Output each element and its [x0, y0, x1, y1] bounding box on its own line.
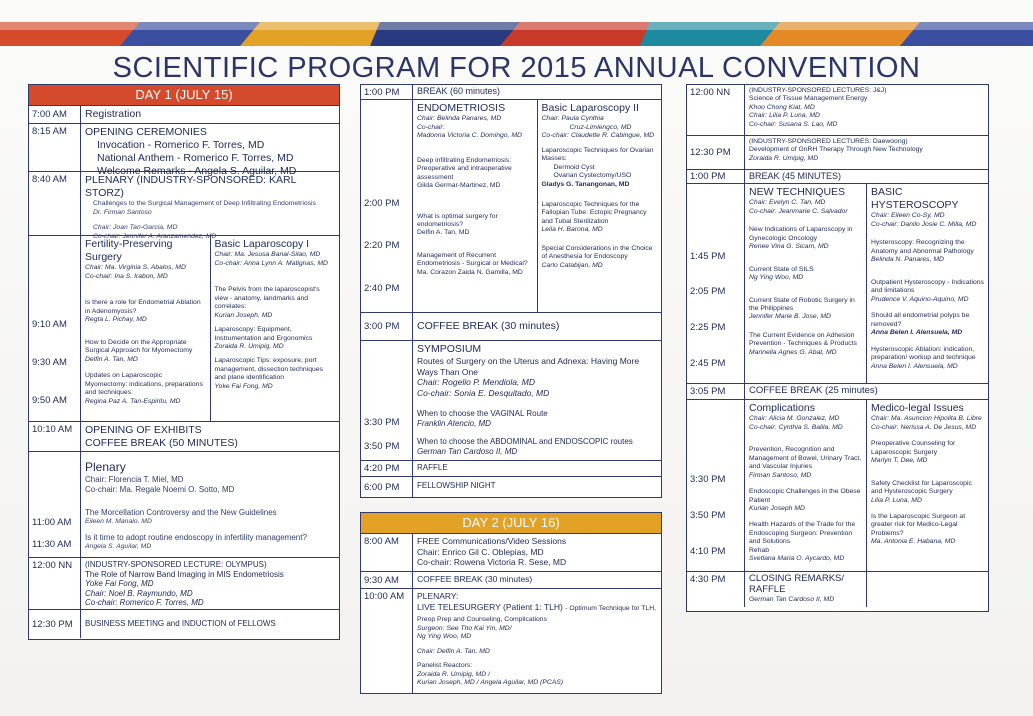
schedule-row — [29, 171, 339, 240]
schedule-row — [361, 588, 661, 693]
empty-cell — [866, 572, 988, 607]
schedule-row — [361, 85, 661, 99]
new-techniques-track — [745, 184, 866, 383]
basic-hysteroscopy-track — [866, 184, 988, 383]
chair: Chair: Rogelio P. Mendiola, MD — [417, 377, 535, 388]
chair: Chair: Enrico Gil C. Oblepias, MD — [417, 546, 544, 557]
cochair: Co-chair: Susana S. Lao, MD — [749, 120, 838, 128]
speaker: Dr. Firman Santoso — [93, 209, 152, 217]
talk-title: Laparoscopic Tips: exposure, port management, dissection techniques and plane identification — [214, 357, 323, 382]
track-title: NEW TECHNIQUES — [749, 186, 846, 198]
session-line: Invocation - Romerico F. Torres, MD — [97, 139, 265, 152]
fertility-preserving-track — [81, 236, 210, 421]
talk-title: The Morcellation Controversy and the New Guidelines — [85, 507, 277, 517]
daewoong-lecture — [745, 136, 988, 169]
talk-title: Current State of Robotic Surgery in the Philippines — [749, 296, 855, 312]
schedule-row — [29, 609, 339, 638]
schedule-row — [29, 421, 339, 451]
session-title: PLENARY (INDUSTRY-SPONSORED: KARL STORZ) — [85, 174, 297, 200]
time-label: 3:30 PM — [690, 473, 726, 485]
schedule-row — [361, 476, 661, 497]
time-label: 1:00 PM — [361, 85, 413, 99]
talk-title: Should all endometrial polyps be removed? — [871, 312, 970, 328]
schedule-row — [687, 85, 988, 135]
basic-laparoscopy-2-track — [537, 100, 662, 312]
talk-speaker: Regta L. Pichay, MD — [85, 316, 147, 324]
talk-speaker: Anna Belen I. Alensuela, MD — [871, 362, 958, 370]
plenary-block — [29, 451, 339, 557]
raffle-item: RAFFLE — [417, 463, 448, 472]
talk-title: Is it time to adopt routine endoscopy in infertility management? — [85, 533, 307, 542]
talk-speaker: Lilia P. Luna, MD — [871, 496, 922, 504]
chair: Chair: Belinda Panares, MD — [417, 115, 502, 123]
chair: Cruz-Limlengco, MD — [569, 123, 632, 131]
track-title: Fertility-Preserving Surgery — [85, 238, 173, 264]
day2-header: DAY 2 (JULY 16) — [361, 513, 661, 533]
time-label: 11:00 AM — [32, 517, 72, 529]
surgeon: Ng Ying Woo, MD — [417, 633, 472, 641]
track-title: Basic Laparoscopy II — [541, 102, 639, 114]
break-item: BREAK (45 MINUTES) — [749, 171, 842, 181]
panelist: Kurian Joseph, MD / Angela Aguilar, MD (PCAS) — [417, 679, 564, 687]
time-label: 1:45 PM — [690, 250, 726, 262]
time-label: 10:00 AM — [361, 589, 413, 693]
track-title: BASIC HYSTEROSCOPY — [871, 186, 959, 212]
time-label: 12:00 NN — [29, 558, 81, 609]
endometriosis-track — [413, 100, 537, 312]
talk-speaker: Yoke Fai Fong, MD — [214, 382, 273, 390]
cochair: Co-chair: Danilo Josie C. Milla, MD — [871, 220, 977, 228]
talk-subtopic: Ovarian Cystectomy/USO — [553, 172, 632, 180]
speaker: Yoke Fai Fong, MD — [85, 579, 154, 589]
parallel-sessions — [687, 399, 988, 571]
time-label: 2:00 PM — [364, 197, 400, 209]
time-label: 2:40 PM — [364, 283, 400, 295]
time-label: 8:40 AM — [29, 172, 81, 235]
time-label: 2:25 PM — [690, 322, 726, 334]
session-title: (INDUSTRY-SPONSORED LECTURES: Daewoong) — [749, 138, 908, 145]
coffee-break: COFFEE BREAK (30 minutes) — [417, 574, 533, 584]
chair: Chair: Paula Cynthia — [541, 115, 604, 123]
cochair: Co-chair: — [417, 123, 445, 131]
talk-speaker: Marlyn T. Dee, MD — [871, 457, 928, 465]
talk-speaker: Marinella Agnes G. Abat, MD — [749, 348, 837, 356]
talk-title: Current State of SILS — [749, 265, 814, 273]
talk-title: When to choose the ABDOMINAL and ENDOSCOPIC routes — [417, 436, 633, 446]
talk-speaker: German Tan Cardoso II, MD — [417, 446, 518, 456]
talk-speaker: Ma. Antonia E. Habana, MD — [871, 538, 956, 546]
talk-speaker: Angela S. Aguilar, MD — [85, 543, 152, 551]
session-line: OPENING OF EXHIBITS — [85, 424, 202, 436]
schedule-row — [29, 123, 339, 178]
speaker: German Tan Cardoso II, MD — [749, 595, 835, 603]
talk-speaker: Ma. Corazon Zaida N. Gamilla, MD — [417, 268, 523, 276]
talk-speaker: Ng Ying Woo, MD — [749, 274, 804, 282]
medico-legal-track — [866, 400, 988, 571]
talk-title: Health Hazards of the Trade for the Endoscoping Surgeon: Prevention and Solutions — [749, 521, 856, 546]
talk-speaker: Kurian Joseph MD — [749, 505, 805, 512]
time-label: 12:30 PM — [29, 610, 81, 638]
talk-title: Laparoscopic Techniques for the Fallopian Tube: Ectopic Pregnancy and Tubal Sterilization — [541, 201, 647, 225]
parallel-sessions — [687, 183, 988, 383]
session-title: SYMPOSIUM — [417, 343, 482, 355]
time-label: 12:00 NN — [687, 85, 745, 135]
session-title: (INDUSTRY-SPONSORED LECTURES: J&J) — [749, 87, 887, 94]
talk-subtopic: Dermoid Cyst — [553, 163, 595, 171]
talk-speaker: Jennifer Marie B. Jose, MD — [749, 313, 831, 321]
chair: Chair: Florencia T. Miel, MD — [85, 475, 184, 484]
schedule-row — [687, 169, 988, 183]
time-label: 3:30 PM — [364, 417, 400, 429]
chair: Chair: Evelyn C. Tan, MD — [749, 199, 826, 207]
basic-laparoscopy-1-track — [210, 236, 340, 421]
talk-speaker: Eileen M. Manalo, MD — [85, 518, 152, 526]
talk-title: Endoscopic Challenges in the Obese Patient — [749, 488, 861, 504]
schedule-row — [687, 571, 988, 607]
exhibits-item — [81, 422, 339, 451]
time-column — [687, 400, 745, 571]
talk-title: The Current Evidence on Adhesion Prevention - Techniques & Products — [749, 331, 857, 348]
cochair: Co-chair: Rowena Victoria R. Sese, MD — [417, 557, 567, 568]
talk-speaker: Zoraida R. Umipig, MD — [214, 343, 284, 350]
chair: Chair: Eileen Co-Sy, MD — [871, 212, 945, 220]
talk-speaker: Gilda Germar-Martinez, MD — [417, 182, 501, 190]
schedule-row — [361, 312, 661, 340]
session-subtitle: LIVE TELESURGERY (Patient 1: TLH) — [417, 601, 563, 612]
talk-title: Management of Recurrent Endometriosis - Surgical or Medical? — [417, 251, 528, 268]
talk-title: When to choose the VAGINAL Route — [417, 408, 548, 418]
day1-afternoon-column — [360, 84, 662, 498]
session-title: PLENARY: — [417, 591, 459, 601]
talk-speaker: Belinda N. Panares, MD — [871, 256, 944, 264]
cochair: Co-chair: Ma. Regale Noemi O. Sotto, MD — [85, 485, 235, 495]
session-line: Welcome Remarks - Angela S. Aguilar, MD — [97, 165, 297, 178]
talk-speaker: Anna Belen I. Alensuela, MD — [871, 329, 963, 337]
chair: Chair: Joan Tan-Garcia, MD — [93, 223, 178, 231]
closing-remarks — [745, 572, 866, 607]
time-label: 6:00 PM — [361, 477, 413, 497]
session-title: FREE Communications/Video Sessions — [417, 536, 567, 546]
parallel-sessions — [29, 232, 339, 421]
talk-title: How to Decide on the Appropriate Surgical Approach for Myomectomy — [85, 338, 193, 355]
session-title: Plenary — [85, 460, 126, 474]
talk-title: Laparoscopy: Equipment, Instrumentation and Ergonomics — [214, 326, 313, 342]
topic: Development of GnRH Therapy Through New Technology — [749, 146, 923, 154]
speaker: Khoo Chong Kiat, MD — [749, 103, 815, 111]
topic: Science of Tissue Management Energy — [749, 95, 868, 103]
talk-speaker: Delfin A. Tan, MD — [417, 229, 470, 237]
talk-title: Hysteroscopic Ablation: indication, preparation/ workup and technique — [871, 345, 976, 362]
talk-title: New Indications of Laparoscopy in Gynecologic Oncology — [749, 226, 853, 242]
time-label: 10:10 AM — [29, 422, 81, 451]
day2-column — [360, 512, 662, 694]
talk-title: The Pelvis from the laparoscopist's view - anatomy, landmarks and correlates: — [214, 286, 320, 311]
talk-speaker: Firman Santoso, MD — [749, 471, 812, 479]
cochair: Co-chair: Jeanmarie C. Salvador — [749, 207, 848, 215]
day1-column — [28, 84, 340, 640]
chair: Chair: Lilia P. Luna, MD — [749, 112, 820, 120]
talk-title: Special Considerations in the Choice of Anesthesia for Endoscopy — [541, 244, 653, 261]
surgeon: Surgeon: See Tho Kai Yin, MD/ — [417, 624, 512, 632]
decorative-banner — [0, 0, 1033, 46]
talk-title: Outpatient Hysteroscopy - Indications and limitations — [871, 278, 984, 295]
talk-title: What is optimal surgery for endometriosis? — [417, 212, 498, 228]
time-column — [29, 452, 81, 557]
session-title: OPENING CEREMONIES — [85, 126, 207, 138]
cochair: Madonna Victoria C. Domingo, MD — [417, 132, 522, 140]
day1-header: DAY 1 (JULY 15) — [29, 85, 339, 105]
talk-title: Hysteroscopy: Recognizing the Anatomy and Abnormal Pathology — [871, 239, 974, 255]
plenary-karl-storz — [81, 172, 339, 240]
time-label: 2:05 PM — [690, 286, 726, 298]
talk-note: Rehab — [749, 546, 770, 554]
time-label: 3:50 PM — [364, 440, 400, 452]
cochair: Co-chair: Jennifer A. Aranzamendez, MD — [93, 232, 217, 240]
cochair: Co-chair: Claudette R. Cabingue, MD — [541, 132, 655, 140]
cochair: Co-chair: Romerico F. Torres, MD — [85, 598, 204, 608]
panelist: Zoraida R. Umipig, MD / — [417, 670, 490, 678]
day2-afternoon-column — [686, 84, 989, 612]
registration-item: Registration — [85, 108, 142, 120]
time-label: 8:00 AM — [361, 534, 413, 571]
schedule-row — [361, 533, 661, 571]
cochair: Co-chair: Nerissa A. De Jesus, MD — [871, 423, 977, 431]
cochair: Co-chair: Sonia E. Desquitado, MD — [417, 388, 550, 398]
talk-title: Prevention, Recognition and Management of Bowel, Urinary Tract, and Vascular Injuries — [749, 446, 862, 471]
session-line: COFFEE BREAK (50 MINUTES) — [85, 437, 238, 450]
talk-speaker: Franklin Atencio, MD — [417, 418, 491, 428]
talk-speaker: Svetlana Maria O. Aycardo, MD — [749, 555, 845, 563]
session-title: RAFFLE — [749, 583, 786, 595]
cochair: Co-chair: Anna Lynn A. Matignas, MD — [214, 259, 328, 267]
schedule-row — [687, 383, 988, 399]
time-label: 2:45 PM — [690, 357, 726, 369]
schedule-row — [361, 571, 661, 588]
coffee-break: COFFEE BREAK (25 minutes) — [749, 385, 878, 396]
chair: Chair: Noel B. Raymundo, MD — [85, 588, 193, 598]
time-label: 9:30 AM — [361, 572, 413, 588]
talk-speaker: Delfin A. Tan, MD — [85, 355, 138, 363]
live-telesurgery — [413, 589, 661, 693]
time-column — [687, 184, 745, 383]
chair: Chair: Ma. Asuncion Hipolita B. Libre — [871, 415, 982, 423]
break-item: BREAK (60 minutes) — [417, 86, 501, 96]
parallel-sessions — [361, 99, 661, 312]
topic: The Role of Narrow Band Imaging in MIS Endometriosis — [85, 569, 284, 579]
session-line: National Anthem - Romerico F. Torres, MD — [97, 152, 294, 165]
chair: Chair: Alicia M. Gonzalez, MD — [749, 415, 840, 423]
schedule-row — [29, 557, 339, 609]
session-title: (INDUSTRY-SPONSORED LECTURE: OLYMPUS) — [85, 560, 267, 569]
time-label: 4:30 PM — [687, 572, 745, 607]
business-meeting: BUSINESS MEETING and INDUCTION of FELLOWS — [85, 619, 276, 628]
speaker: Zoraida R. Umipig, MD — [749, 154, 819, 162]
time-label: 8:15 AM — [29, 124, 81, 171]
time-label: 9:30 AM — [32, 356, 67, 368]
talk-speaker: Gladys G. Tanangonan, MD — [541, 180, 630, 188]
chair: Chair: Delfin A. Tan, MD — [417, 647, 490, 655]
talk-title: Laparoscopic Techniques for Ovarian Masses: — [541, 146, 654, 163]
chair: Chair: Ma. Jesusa Banal-Silao, MD — [214, 251, 321, 259]
time-label: 9:10 AM — [32, 318, 67, 330]
talk-title: Preoperative Counseling for Laparoscopic Surgery — [871, 440, 956, 456]
talk-speaker: Carlo Catabijan, MD — [541, 261, 603, 269]
talk-speaker: Renee Vina G. Sicam, MD — [749, 243, 829, 251]
page-title: SCIENTIFIC PROGRAM FOR 2015 ANNUAL CONVENTION — [112, 52, 921, 84]
symposium-block — [361, 340, 661, 460]
topic: Challenges to the Surgical Management of Deep Infiltrating Endometriosis — [93, 200, 316, 208]
cochair: Co-chair: Ina S. Irabon, MD — [85, 272, 168, 280]
time-column — [361, 100, 413, 312]
talk-speaker: Regina Paz A. Tan-Espiritu, MD — [85, 397, 181, 405]
schedule-row — [29, 105, 339, 123]
time-label: 3:05 PM — [687, 384, 745, 399]
session-description: - Optimum Technique for TLH, Preop Prep and Counseling, Complications — [417, 604, 656, 624]
time-label: 4:20 PM — [361, 461, 413, 476]
time-label: 3:00 PM — [361, 313, 413, 340]
session-title: CLOSING REMARKS/ — [749, 573, 845, 584]
time-column — [361, 341, 413, 460]
jj-lecture — [745, 85, 988, 135]
olympus-lecture — [81, 558, 339, 609]
talk-speaker: Kurian Joseph, MD — [214, 311, 273, 319]
schedule-row — [687, 135, 988, 169]
talk-speaker: Leila H. Barona, MD — [541, 226, 603, 234]
chair: Chair: Ma. Virginia S. Abalos, MD — [85, 264, 186, 272]
talk-speaker: Prudence V. Aquino-Aquino, MD — [871, 295, 969, 303]
time-label: 1:00 PM — [687, 170, 745, 183]
track-title: Medico-legal Issues — [871, 402, 964, 414]
track-title: ENDOMETRIOSIS — [417, 102, 506, 114]
time-label: 7:00 AM — [29, 106, 81, 123]
talk-title: Is there a role for Endometrial Ablation in Adenomyosis? — [85, 299, 201, 315]
opening-ceremonies — [81, 124, 339, 178]
time-label: 12:30 PM — [687, 136, 745, 169]
track-title: Complications — [749, 402, 815, 414]
talk-title: Updates on Laparoscopic Myomectomy: indications, preparations and techniques: — [85, 372, 203, 397]
time-column — [29, 236, 81, 421]
time-label: 2:20 PM — [364, 240, 400, 252]
time-label: 4:10 PM — [690, 545, 726, 557]
topic: Routes of Surgery on the Uterus and Adnexa: Having More Ways Than One — [417, 356, 640, 377]
fellowship-night: FELLOWSHIP NIGHT — [417, 481, 496, 490]
talk-title: Safety Checklist for Laparoscopic and Hysteroscopic Surgery — [871, 479, 972, 496]
free-communications — [413, 534, 661, 571]
schedule-row — [361, 460, 661, 476]
track-title: Basic Laparoscopy I — [214, 238, 310, 250]
cochair: Co-chair: Cynthia S. Balila, MD — [749, 423, 843, 431]
talk-title: Is the Laparoscopic Surgeon at greater risk for Medico-Legal Problems? — [871, 513, 966, 537]
time-label: 3:50 PM — [690, 509, 726, 521]
time-label: 11:30 AM — [32, 538, 72, 550]
talk-title: Deep infiltrating Endometriosis: Preoperative and intraoperative assessment — [417, 156, 512, 181]
panel-label: Panelist Reactors: — [417, 662, 473, 670]
time-label: 9:50 AM — [32, 394, 67, 406]
complications-track — [745, 400, 866, 571]
coffee-break: COFFEE BREAK (30 minutes) — [417, 319, 560, 332]
